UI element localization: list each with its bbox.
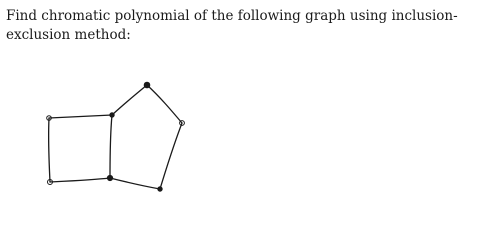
edge-bottom-left-middle-bottom xyxy=(50,178,110,182)
edge-bottom-right-middle-bottom xyxy=(110,178,160,189)
vertex-middle-top xyxy=(110,113,114,117)
vertex-bottom-right xyxy=(158,187,162,191)
vertex-middle-bottom xyxy=(107,175,112,180)
edge-right-bottom-right xyxy=(160,123,182,189)
edge-middle-top-middle-bottom xyxy=(110,115,112,178)
edge-top-left-middle-top xyxy=(49,115,112,118)
edge-top-left-bottom-left xyxy=(49,118,50,182)
vertex-apex xyxy=(144,82,150,88)
edge-middle-top-apex xyxy=(112,85,147,115)
question-line-1: Find chromatic polynomial of the following graph using inclusion- xyxy=(6,8,458,24)
question-line-2: exclusion method: xyxy=(6,27,131,43)
edge-apex-right xyxy=(147,85,182,123)
